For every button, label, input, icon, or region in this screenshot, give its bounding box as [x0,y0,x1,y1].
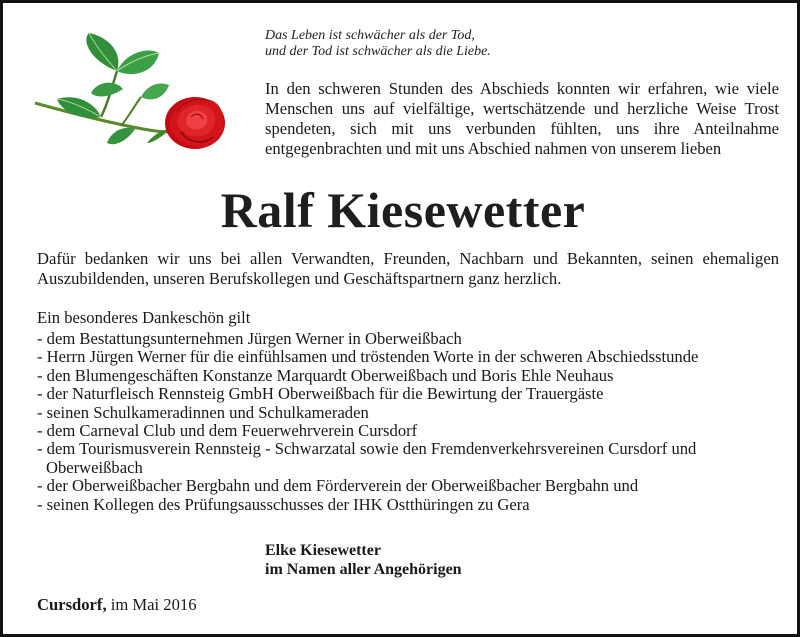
thanks-paragraph: Dafür bedanken wir uns bei allen Verwandten, Freunden, Nachbarn und Bekannten, seinen ehemaligen Auszubildenden, unseren Berufskollegen und Geschäftspartnern ganz herzlich. [37,249,779,288]
signoff-line: im Namen aller Angehörigen [265,561,462,578]
list-item: - dem Carneval Club und dem Feuerwehrverein Cursdorf [37,421,418,441]
list-item: - Herrn Jürgen Werner für die einfühlsamen und tröstenden Worte in der schweren Abschiedsstunde [37,347,699,367]
place-date-line [37,595,197,615]
list-item: - seinen Schulkameradinnen und Schulkameraden [37,402,369,422]
list-item: - dem Bestattungsunternehmen Jürgen Werner in Oberweißbach [37,329,462,348]
rose-icon [31,31,231,161]
list-item: - seinen Kollegen des Prüfungsausschusses der IHK Ostthüringen zu Gera [37,494,530,514]
epigraph-line-2: und der Tod ist schwächer als die Liebe. [265,44,491,59]
place: Cursdorf, [37,595,107,614]
special-thanks-list [37,330,779,514]
list-item: - der Oberweißbacher Bergbahn und dem Förderverein der Oberweißbacher Bergbahn und [37,476,639,496]
deceased-name: Ralf Kiesewetter [220,182,586,238]
list-item: - dem Tourismusverein Rennsteig - Schwarzatal sowie den Fremdenverkehrsvereinen Cursdorf und Oberweißbach [37,439,697,477]
date: im Mai 2016 [110,595,197,614]
epigraph-line-1: Das Leben ist schwächer als der Tod, [265,28,475,43]
epigraph-quote [265,28,491,60]
intro-paragraph: In den schweren Stunden des Abschieds konnten wir erfahren, wie viele Menschen uns auf vielfältige, wertschätzende und herzliche Weise Trost spendeten, sich mit uns verbunden fühlten, uns ihre Anteilnahme entgegenbrachten und mit uns Abschied nahmen von unserem lieben [265,79,779,158]
signoff-name: Elke Kiesewetter [265,542,381,559]
list-item: - der Naturfleisch Rennsteig GmbH Oberweißbach für die Bewirtung der Trauergäste [37,384,604,404]
special-thanks-heading: Ein besonderes Dankeschön gilt [37,308,251,327]
signoff-block [265,541,462,579]
list-item: - den Blumengeschäften Konstanze Marquardt Oberweißbach und Boris Ehle Neuhaus [37,365,614,385]
